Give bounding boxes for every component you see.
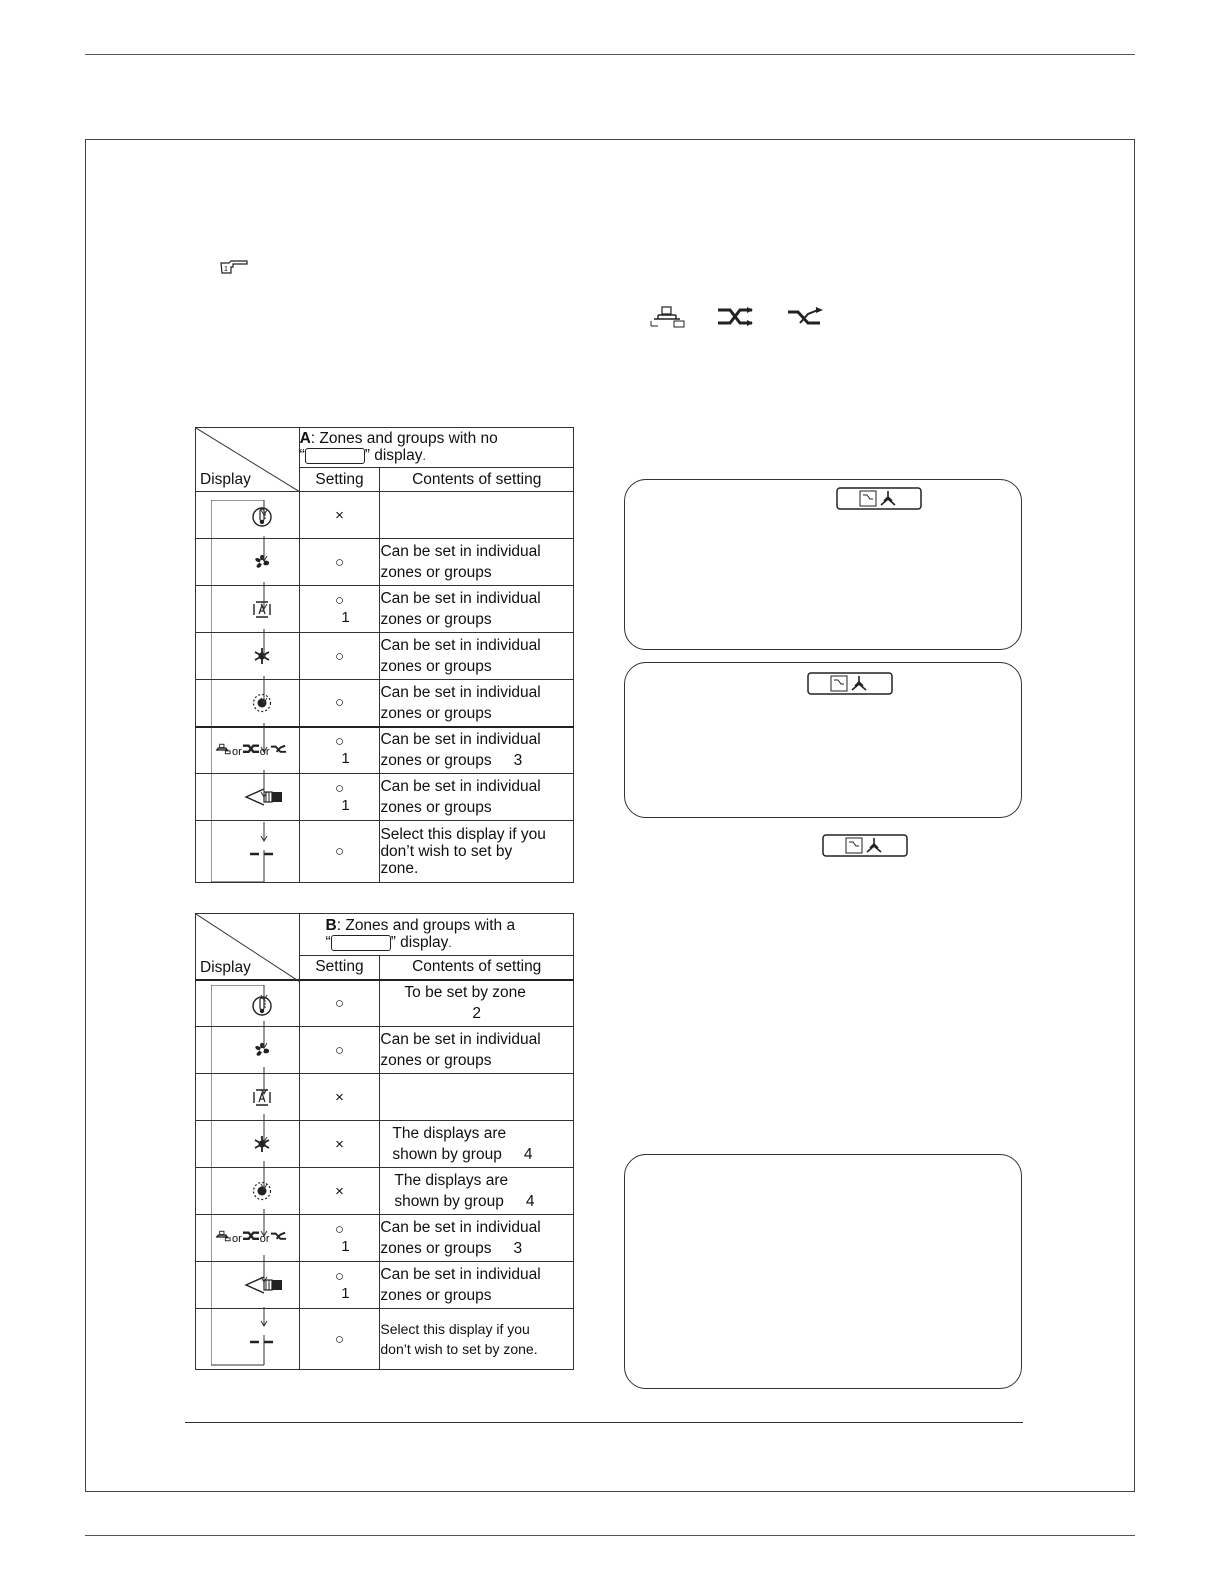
svg-text:1: 1 [224,266,228,273]
ventilation-auto-icon [650,306,688,328]
table-row: × [196,1074,574,1121]
footer-rule [85,1535,1135,1536]
display-header: Display [200,471,251,488]
setting-header: Setting [299,468,380,492]
info-box-3 [624,1154,1022,1389]
display-header: Display [200,958,251,976]
zone-display-icon [331,935,391,951]
table-row: ○ To be set by zone 2 [196,980,574,1027]
table-row: × The displays are shown by group 4 [196,1168,574,1215]
table-row: ○ 1 Can be set in individual zones or groups [196,774,574,821]
header-rule [85,54,1135,55]
table-row: ○ 1 Can be set in individual zones or groups [196,586,574,633]
table-row: or or ○ 1 Can be set in individual zones or groups 3 [196,727,574,774]
table-row: ○ Can be set in individual zones or groups [196,539,574,586]
zone-display-icon [807,672,893,695]
zone-display-icon [836,487,922,510]
flow-arrows-b [211,985,271,1369]
table-row: × [196,492,574,539]
contents-header: Contents of setting [380,468,574,492]
bypass-icon [786,306,824,328]
table-row: or or ○ 1 Can be set in individual zones or groups 3 [196,1215,574,1262]
flow-arrows-a [211,500,271,885]
table-row: ○ Can be set in individual zones or groups [196,1027,574,1074]
ventilation-mode-icon: or or [214,743,288,758]
pointing-hand-icon [219,259,249,277]
zone-display-icon [305,448,365,464]
table-row: ○ Select this display if you don’t wish to set by zone. [196,821,574,883]
table-b-caption: B: Zones and groups with a “ ” display. [299,914,573,956]
heat-exchange-icon [716,306,754,328]
setting-header: Setting [299,956,380,980]
table-row: ○ 1 Can be set in individual zones or groups [196,1262,574,1309]
ventilation-mode-icon: or or [214,1230,288,1245]
table-row: ○ Can be set in individual zones or groups [196,633,574,680]
table-row: ○ Select this display if you don’t wish to set by zone. [196,1309,574,1370]
display-header-cell [196,914,300,980]
table-a-caption: A: Zones and groups with no “ ” display. [299,428,573,468]
display-header-cell [196,428,300,492]
table-row: × The displays are shown by group 4 [196,1121,574,1168]
zone-display-icon [822,834,908,857]
contents-header: Contents of setting [380,956,574,980]
table-row: ○ Can be set in individual zones or groups [196,680,574,727]
info-box-1 [624,479,1022,650]
bottom-separator [185,1422,1023,1423]
